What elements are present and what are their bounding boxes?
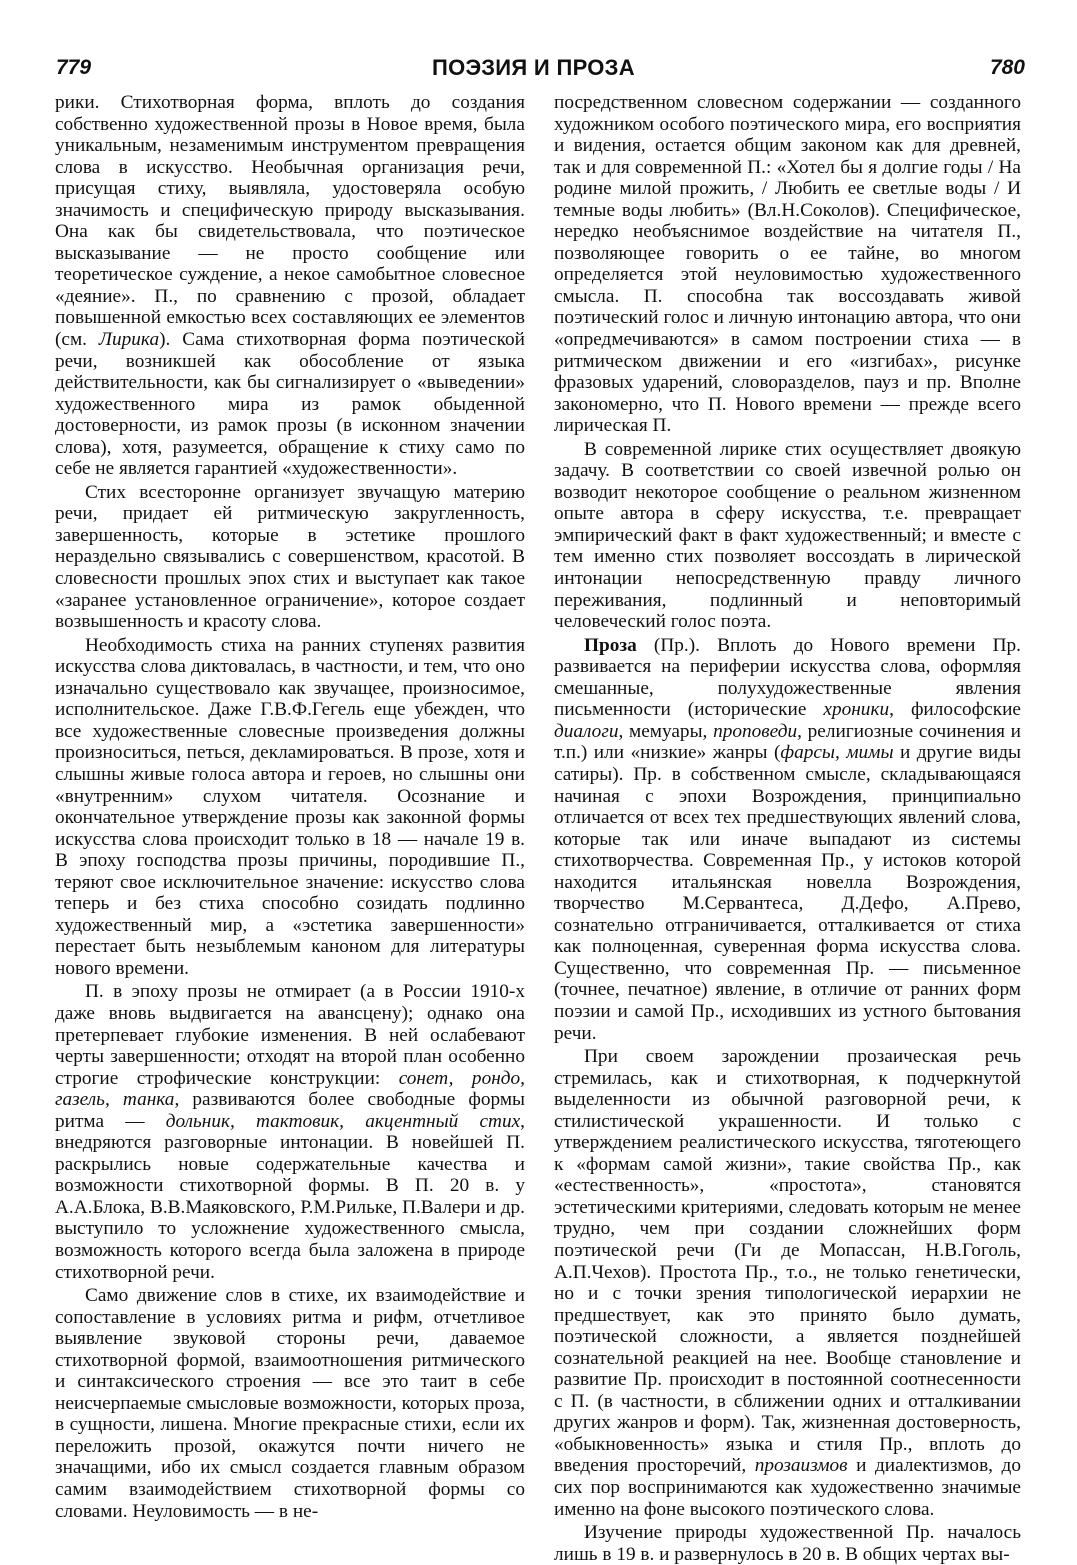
left-column — [55, 92, 525, 1522]
page-number-right: 780 — [989, 56, 1025, 79]
paragraph: Проза (Пр.). Вплоть до Нового времени Пр. развивается на периферии искусства слова, оформляя смешанные, полухудожественные явления письменности (исторические хроники, философские диалоги, мемуары, проповеди, религиозные сочинения и т.п.) или «низкие» жанры (фарсы, мимы и другие виды сатиры). Пр. в собственном смысле, складывающаяся начиная с эпохи Возрождения, принципиально отличается от всех тех предшествующих явлений слова, которые так или иначе выпадают из системы стихотворчества. Современная Пр., у истоков которой находится итальянская новелла Возрождения, творчество М.Сервантеса, Д.Дефо, А.Прево, сознательно отграничивается, отталкивается от стиха как полноценная, суверенная форма искусства слова. Существенно, что современная Пр. — письменное (точнее, печатное) явление, в отличие от ранних форм поэзии и самой Пр., исходивших из устного бытования речи. — [554, 634, 1021, 1044]
paragraph: Изучение природы художественной Пр. началось лишь в 19 в. и развернулось в 20 в. В общих чертах вы- — [554, 1522, 1021, 1565]
paragraph: посредственном словесном содержании — созданного художником особого поэтического мира, его восприятия и видения, остается общим законом как для древней, так и для современной П.: «Хотел бы я долгие годы / На родине милой прожить, / Любить ее светлые воды / И темные воды любить» (Вл.Н.Соколов). Специфическое, нередко необъяснимое воздействие на читателя П., позволяющее говорить о ее тайне, во многом определяется этой неуловимостью художественного смысла. П. способна так воссоздавать живой поэтический голос и личную интонацию автора, что они «опредмечиваются» в самом построении стиха — в ритмическом движении и его «изгибах», рисунке фразовых ударений, словоразделов, пауз и пр. Вполне закономерно, что П. Нового времени — прежде всего лирическая П. — [554, 92, 1021, 437]
page-number-left: 779 — [56, 56, 92, 79]
running-title: ПОЭЗИЯ И ПРОЗА — [432, 55, 635, 80]
paragraph: П. в эпоху прозы не отмирает (а в России 1910-х даже вновь выдвигается на авансцену); однако она претерпевает глубокие изменения. В ней ослабевают черты завершенности; отходят на второй план особенно строгие строфические конструкции: сонет, рондо, газель, танка, развиваются более свободные формы ритма — дольник, тактовик, акцентный стих, внедряются разговорные интонации. В новейшей П. раскрылись новые содержательные качества и возможности стихотворной формы. В П. 20 в. у А.А.Блока, В.В.Маяковского, Р.М.Рильке, П.Валери и др. выступило то усложнение художественного смысла, возможность которого всегда была заложена в природе стихотворной речи. — [55, 981, 525, 1283]
paragraph: В современной лирике стих осуществляет двоякую задачу. В соответствии со своей извечной ролью он возводит некоторое сообщение о реальном жизненном опыте автора в сферу искусства, т.е. превращает эмпирический факт в факт художественный; и вместе с тем именно стих позволяет воссоздать в лирической интонации непосредственную правду личного переживания, подлинный и неповторимый человеческий голос поэта. — [554, 438, 1021, 633]
paragraph: Само движение слов в стихе, их взаимодействие и сопоставление в условиях ритма и рифм, отчетливое выявление звуковой стороны речи, даваемое стихотворной формой, взаимоотношения ритмического и синтаксического строения — все это таит в себе неисчерпаемые смысловые возможности, которых проза, в сущности, лишена. Многие прекрасные стихи, если их переложить прозой, окажутся почти ничего не значащими, ибо их смысл создается главным образом самим взаимодействием стихотворной формы со словами. Неуловимость — в не- — [55, 1285, 525, 1522]
right-column — [554, 92, 1021, 1565]
paragraph: рики. Стихотворная форма, вплоть до создания собственно художественной прозы в Новое время, была уникальным, незаменимым инструментом превращения слова в искусство. Необычная организация речи, присущая стиху, выявляла, удостоверяла особую значимость и специфическую природу высказывания. Она как бы свидетельствовала, что поэтическое высказывание — не просто сообщение или теоретическое суждение, а некое самобытное словесное «деяние». П., по сравнению с прозой, обладает повышенной емкостью всех составляющих ее элементов (см. Лирика). Сама стихотворная форма поэтической речи, возникшей как обособление от языка действительности, как бы сигнализирует о «выведении» художественного мира из рамок обыденной достоверности, из рамок прозы (в исконном значении слова), хотя, разумеется, обращение к стиху само по себе не является гарантией «художественности». — [55, 92, 525, 480]
paragraph: При своем зарождении прозаическая речь стремилась, как и стихотворная, к подчеркнутой выделенности из обычной разговорной речи, к стилистической украшенности. И только с утверждением реалистического искусства, тяготеющего к «формам самой жизни», такие свойства Пр., как «естественность», «простота», становятся эстетическими критериями, следовать которым не менее трудно, чем при создании сложнейших форм поэтической речи (Ги де Мопассан, Н.В.Гоголь, А.П.Чехов). Простота Пр., т.о., не только генетически, но и с точки зрения типологической иерархии не предшествует, как это принято было думать, поэтической сложности, а является позднейшей сознательной реакцией на нее. Вообще становление и развитие Пр. происходит в постоянной соотнесенности с П. (в частности, в сближении одних и отталкивании других жанров и форм). Так, жизненная достоверность, «обыкновенность» языка и стиля Пр., вплоть до введения просторечий, прозаизмов и диалектизмов, до сих пор воспринимаются как художественно значимые именно на фоне высокого поэтического слова. — [554, 1046, 1021, 1520]
paragraph: Необходимость стиха на ранних ступенях развития искусства слова диктовалась, в частности, и тем, что оно изначально существовало как звучащее, произносимое, исполнительское. Даже Г.В.Ф.Гегель еще убежден, что все художественные словесные произведения должны произноситься, петься, декламироваться. В прозе, хотя и слышны живые голоса автора и героев, но слышны они «внутренним» слухом читателя. Осознание и окончательное утверждение прозы как законной формы искусства слова происходит только в 18 — начале 19 в. В эпоху господства прозы причины, породившие П., теряют свое исключительное значение: искусство слова теперь и без стиха способно созидать подлинно художественный мир, а «эстетика завершенности» перестает быть незыблемым каноном для литературы нового времени. — [55, 634, 525, 979]
page-header — [42, 52, 1025, 86]
paragraph: Стих всесторонне организует звучащую материю речи, придает ей ритмическую закругленность, завершенность, которые в эстетике прошлого нераздельно связывались с совершенством, красотой. В словесности прошлых эпох стих и выступает как такое «заранее установленное ограничение», которое создает возвышенность и красоту слова. — [55, 481, 525, 633]
